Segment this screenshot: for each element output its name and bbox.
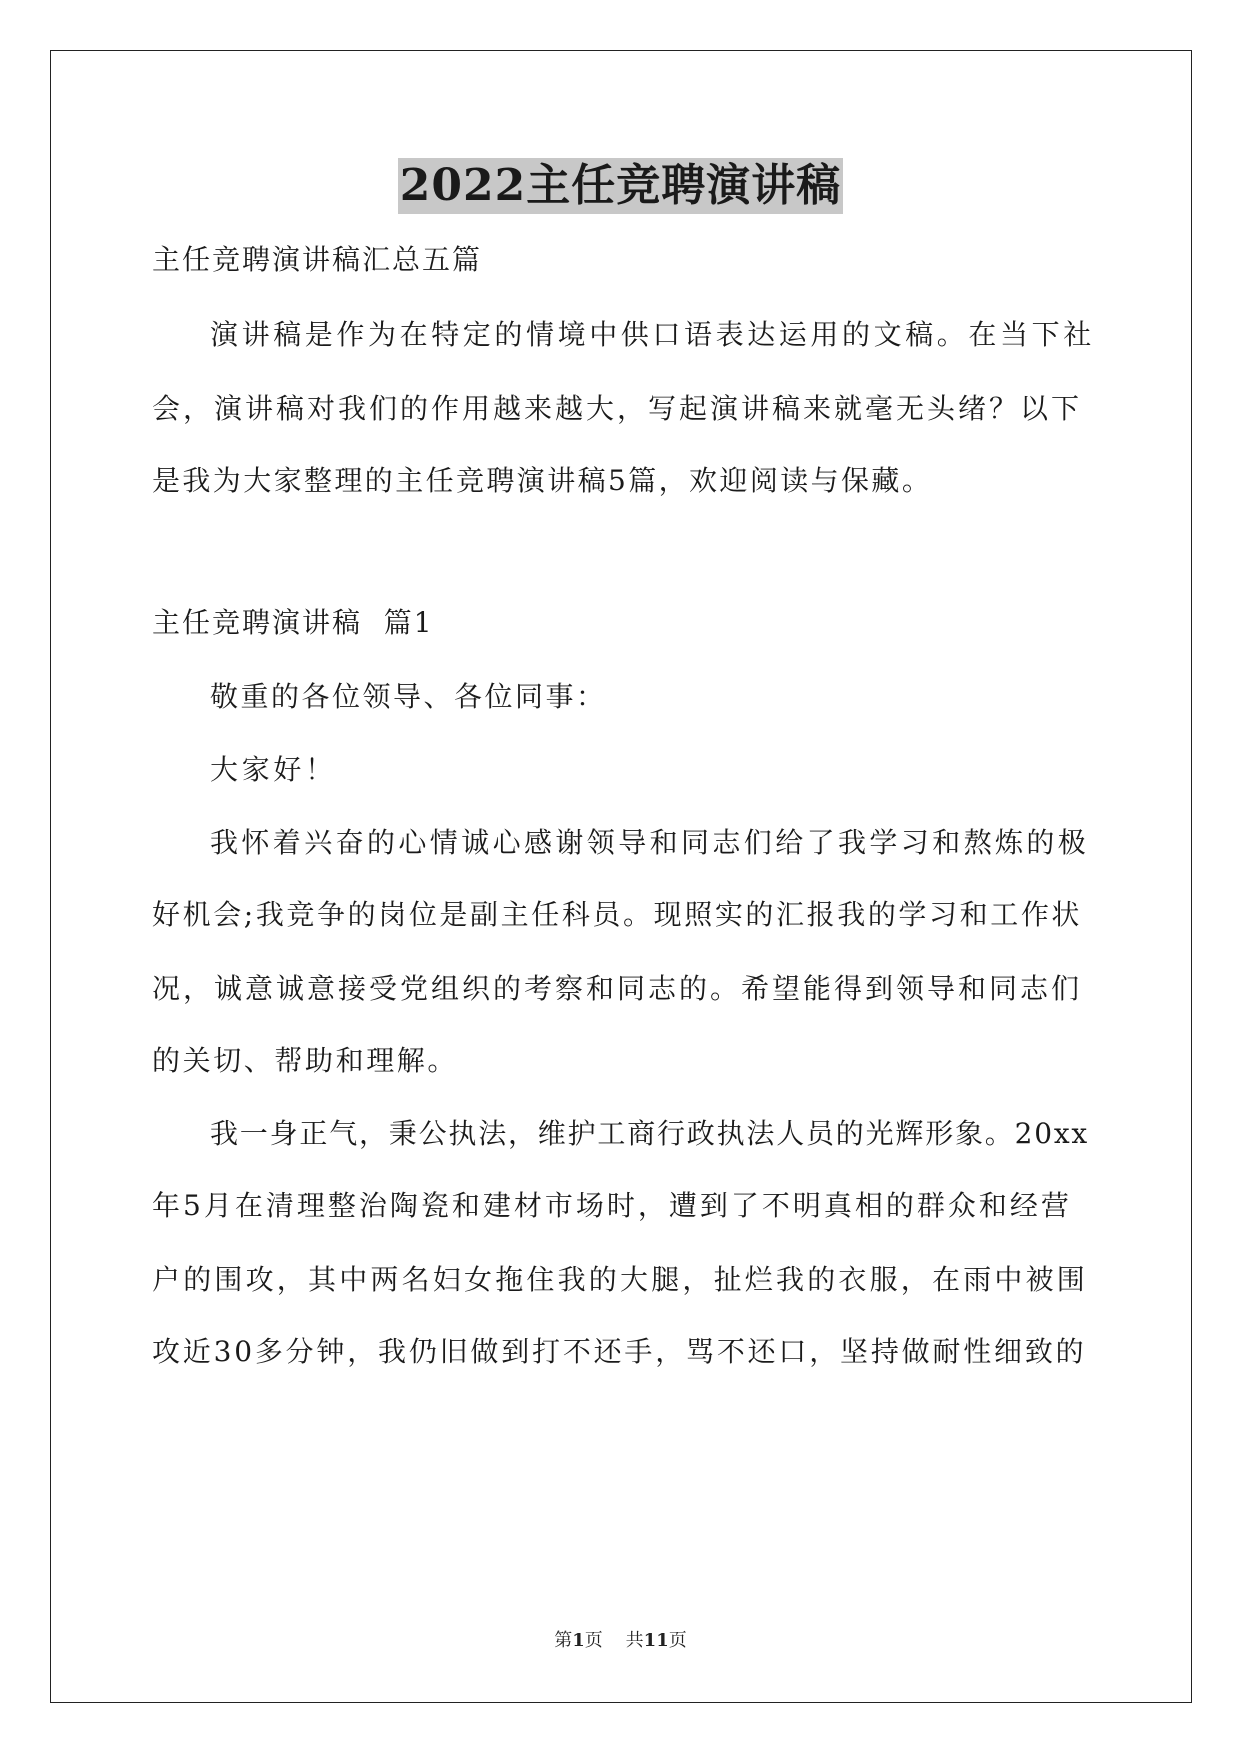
section-heading: 主任竞聘演讲稿 篇1 [152, 606, 434, 639]
footer-prefix: 第 [554, 1630, 573, 1651]
paragraph-line: 好机会;我竞争的岗位是副主任科员。现照实的汇报我的学习和工作状 [152, 898, 1083, 931]
intro-line: 演讲稿是作为在特定的情境中供口语表达运用的文稿。在当下社 [210, 318, 1095, 351]
footer-page-suffix: 页 [584, 1630, 603, 1651]
document-title: 2022主任竞聘演讲稿 [398, 158, 843, 214]
footer-page-number: 1 [572, 1630, 585, 1651]
intro-line: 是我为大家整理的主任竞聘演讲稿5篇，欢迎阅读与保藏。 [152, 464, 933, 497]
paragraph-line: 我一身正气，秉公执法，维护工商行政执法人员的光辉形象。20xx [210, 1117, 1090, 1150]
paragraph-line: 户的围攻，其中两名妇女拖住我的大腿，扯烂我的衣服，在雨中被围 [152, 1263, 1089, 1296]
intro-line: 会，演讲稿对我们的作用越来越大，写起演讲稿来就毫无头绪？以下 [152, 392, 1083, 425]
greeting: 大家好！ [210, 753, 337, 786]
document-subtitle: 主任竞聘演讲稿汇总五篇 [152, 243, 483, 276]
paragraph-line: 况，诚意诚意接受党组织的考察和同志的。希望能得到领导和同志们 [152, 972, 1083, 1005]
paragraph-line: 攻近30多分钟，我仍旧做到打不还手，骂不还口，坚持做耐性细致的 [152, 1335, 1087, 1368]
salutation: 敬重的各位领导、各位同事： [210, 680, 607, 713]
page-footer [0, 1629, 1241, 1653]
footer-total-prefix: 共 [625, 1630, 644, 1651]
title-container [0, 158, 1241, 214]
footer-total-suffix: 页 [668, 1630, 687, 1651]
page-border [50, 50, 1192, 1703]
paragraph-line: 的关切、帮助和理解。 [152, 1044, 459, 1077]
footer-total-pages: 11 [643, 1630, 669, 1651]
paragraph-line: 年5月在清理整治陶瓷和建材市场时，遭到了不明真相的群众和经营 [152, 1189, 1072, 1222]
paragraph-line: 我怀着兴奋的心情诚心感谢领导和同志们给了我学习和熬炼的极 [210, 826, 1090, 859]
